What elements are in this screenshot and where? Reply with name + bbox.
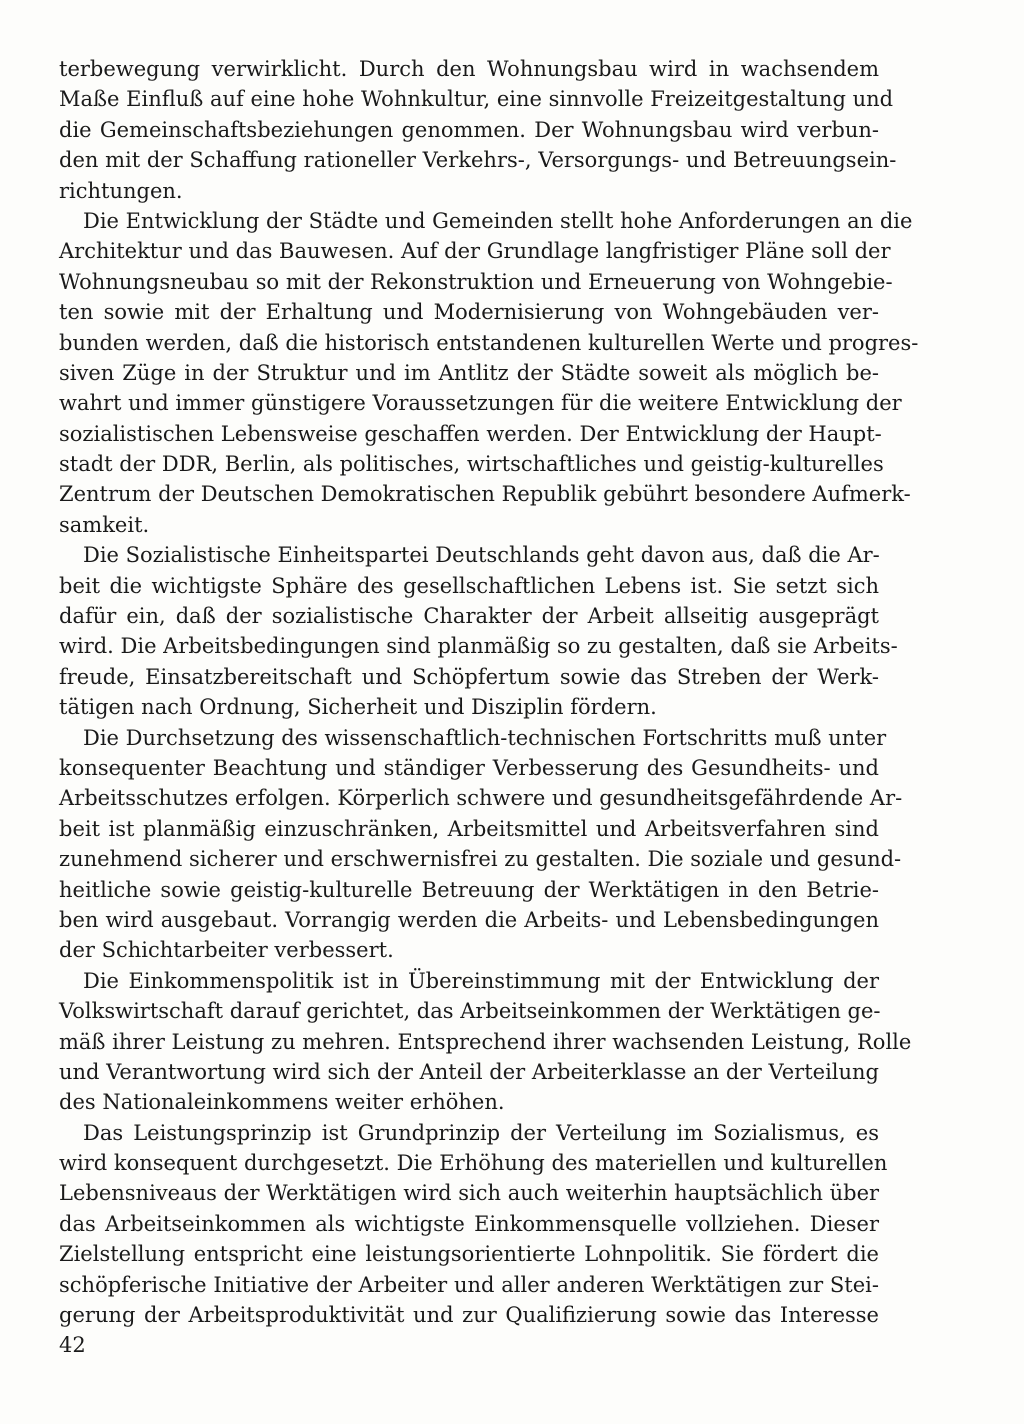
text-line: ten sowie mit der Erhaltung und Modernisierung von Wohngebäuden ver- [59,300,879,325]
text-line: siven Züge in der Struktur und im Antlitz der Städte soweit als möglich be- [59,360,879,385]
text-line: die Gemeinschaftsbeziehungen genommen. Der Wohnungsbau wird verbun- [59,117,879,142]
text-line: Die Entwicklung der Städte und Gemeinden stellt hohe Anforderungen an die [83,208,913,233]
paragraph [59,1118,888,1331]
text-line: Die Durchsetzung des wissenschaftlich-technischen Fortschritts muß unter [83,725,887,750]
text-line: Zielstellung entspricht eine leistungsorientierte Lohnpolitik. Sie fördert die [59,1242,879,1267]
text-line: gerung der Arbeitsproduktivität und zur Qualifizierung sowie das Interesse [59,1303,879,1328]
text-line: Lebensniveaus der Werktätigen wird sich auch weiterhin hauptsächlich über [59,1181,880,1206]
text-line: zunehmend sicherer und erschwernisfrei zu gestalten. Die soziale und gesund- [59,847,902,872]
text-line: tätigen nach Ordnung, Sicherheit und Disziplin fördern. [59,695,657,720]
text-line: bunden werden, daß die historisch entstandenen kulturellen Werte und progres- [59,330,919,355]
paragraph [59,206,919,540]
text-line: konsequenter Beachtung und ständiger Verbesserung des Gesundheits- und [59,755,879,780]
text-line: beit die wichtigste Sphäre des gesellschaftlichen Lebens ist. Sie setzt sich [59,573,879,598]
text-line: der Schichtarbeiter verbessert. [59,938,394,963]
text-line: Arbeitsschutzes erfolgen. Körperlich schwere und gesundheitsgefährdende Ar- [59,786,903,811]
text-line: Die Sozialistische Einheitspartei Deutschlands geht davon aus, daß die Ar- [83,543,880,568]
text-line: schöpferische Initiative der Arbeiter und aller anderen Werktätigen zur Stei- [59,1272,879,1297]
text-line: Architektur und das Bauwesen. Auf der Grundlage langfristiger Pläne soll der [59,239,891,264]
text-line: sozialistischen Lebensweise geschaffen werden. Der Entwicklung der Haupt- [59,421,882,446]
text-line: richtungen. [59,178,183,203]
text-line: den mit der Schaffung rationeller Verkehrs-, Versorgungs- und Betreuungsein- [59,148,897,173]
paragraph [59,54,897,206]
text-line: wird. Die Arbeitsbedingungen sind planmäßig so zu gestalten, daß sie Arbeits- [59,634,898,659]
paragraph [59,723,903,966]
text-line: ben wird ausgebaut. Vorrangig werden die Arbeits- und Lebensbedingungen [59,907,879,932]
text-line: samkeit. [59,512,150,537]
page-number: 42 [59,1333,86,1357]
text-line: das Arbeitseinkommen als wichtigste Einkommensquelle vollziehen. Dieser [59,1211,879,1236]
text-line: freude, Einsatzbereitschaft und Schöpfertum sowie das Streben der Werk- [59,664,879,689]
text-line: Zentrum der Deutschen Demokratischen Republik gebührt besondere Aufmerk- [59,482,911,507]
text-line: stadt der DDR, Berlin, als politisches, wirtschaftliches und geistig-kulturelles [59,452,884,477]
paragraph [59,966,912,1118]
text-line: dafür ein, daß der sozialistische Charakter der Arbeit allseitig ausgeprägt [59,604,879,629]
text-line: Das Leistungsprinzip ist Grundprinzip der Verteilung im Sozialismus, es [83,1120,879,1145]
text-line: heitliche sowie geistig-kulturelle Betreuung der Werktätigen in den Betrie- [59,877,879,902]
text-line: Wohnungsneubau so mit der Rekonstruktion und Erneuerung von Wohngebie- [59,269,893,294]
body-text [59,54,919,1330]
text-line: und Verantwortung wird sich der Anteil der Arbeiterklasse an der Verteilung [59,1059,879,1084]
paragraph [59,540,898,722]
text-line: wird konsequent durchgesetzt. Die Erhöhung des materiellen und kulturellen [59,1151,888,1176]
text-line: mäß ihrer Leistung zu mehren. Entsprechend ihrer wachsenden Leistung, Rolle [59,1029,912,1054]
text-line: Maße Einfluß auf eine hohe Wohnkultur, eine sinnvolle Freizeitgestaltung und [59,87,894,112]
text-line: beit ist planmäßig einzuschränken, Arbeitsmittel und Arbeitsverfahren sind [59,816,879,841]
text-line: terbewegung verwirklicht. Durch den Wohnungsbau wird in wachsendem [59,57,879,81]
text-line: wahrt und immer günstigere Voraussetzungen für die weitere Entwicklung der [59,391,902,416]
text-line: des Nationaleinkommens weiter erhöhen. [59,1090,505,1115]
text-line: Die Einkommenspolitik ist in Übereinstimmung mit der Entwicklung der [83,968,879,993]
text-line: Volkswirtschaft darauf gerichtet, das Arbeitseinkommen der Werktätigen ge- [59,999,881,1024]
